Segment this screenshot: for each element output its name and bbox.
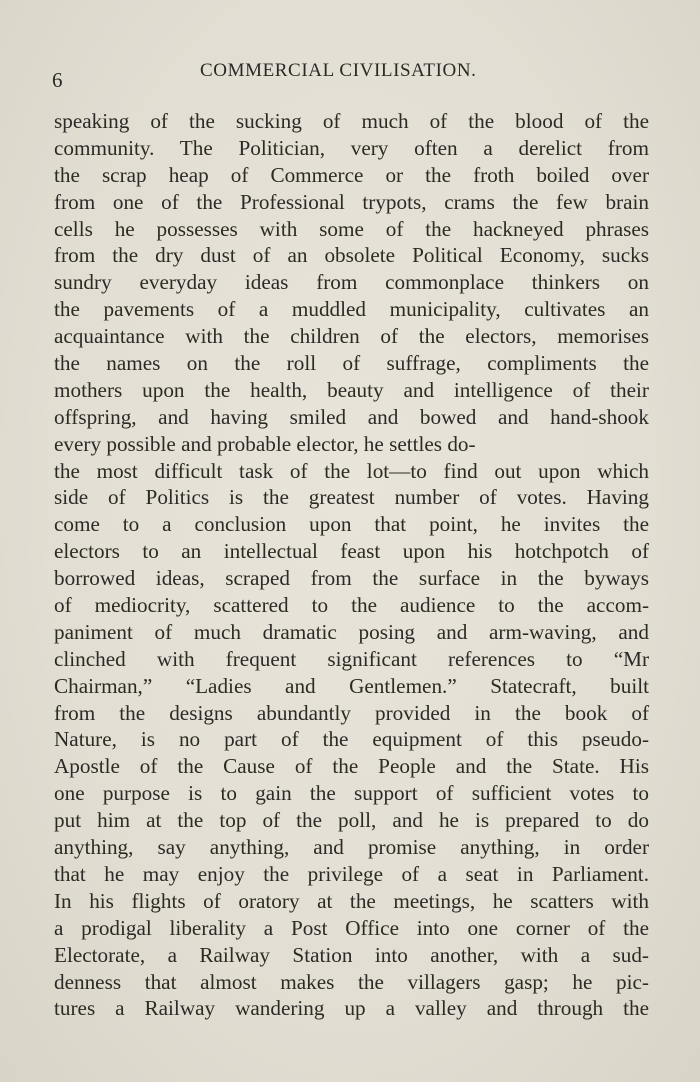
text-line: cells he possesses with some of the hackneyed phrases (54, 216, 649, 241)
text-line: mothers upon the health, beauty and intelligence of their (54, 377, 649, 402)
text-line: from one of the Professional trypots, crams the few brain (54, 189, 649, 214)
running-head (52, 58, 652, 92)
text-line: one purpose is to gain the support of sufficient votes to (54, 781, 649, 806)
text-line: that he may enjoy the privilege of a seat in Parliament. (54, 861, 649, 886)
page-number: 6 (52, 68, 63, 92)
text-line: the names on the roll of suffrage, compliments the (54, 351, 649, 376)
text-line: of mediocrity, scattered to the audience to the accom- (54, 593, 649, 618)
text-line: offspring, and having smiled and bowed and hand-shook (54, 404, 649, 429)
text-line: speaking of the sucking of much of the blood of the (54, 109, 649, 133)
text-line: denness that almost makes the villagers gasp; he pic- (54, 969, 649, 994)
text-line: Electorate, a Railway Station into another, with a sud- (54, 942, 649, 967)
text-line: sundry everyday ideas from commonplace thinkers on (54, 270, 649, 295)
text-line: tures a Railway wandering up a valley and through the (54, 996, 649, 1021)
text-line: come to a conclusion upon that point, he invites the (54, 512, 649, 537)
text-line: Nature, is no part of the equipment of this pseudo- (54, 727, 649, 752)
text-line: Apostle of the Cause of the People and the State. His (54, 754, 649, 779)
text-line: from the designs abundantly provided in the book of (54, 700, 649, 725)
text-line: Chairman,” “Ladies and Gentlemen.” Statecraft, built (54, 673, 649, 698)
text-line: borrowed ideas, scraped from the surface in the byways (54, 566, 649, 591)
text-line: the pavements of a muddled municipality, cultivates an (54, 297, 649, 322)
text-line: the most difficult task of the lot—to find out upon which (54, 458, 649, 483)
text-line: electors to an intellectual feast upon his hotchpotch of (54, 539, 649, 564)
text-line: community. The Politician, very often a derelict from (54, 135, 649, 160)
text-line: put him at the top of the poll, and he is prepared to do (54, 808, 649, 833)
text-line: In his flights of oratory at the meetings, he scatters with (54, 888, 649, 913)
text-line: acquaintance with the children of the electors, memorises (54, 324, 649, 349)
text-line: a prodigal liberality a Post Office into one corner of the (54, 915, 649, 940)
text-line: the scrap heap of Commerce or the froth boiled over (54, 162, 649, 187)
text-line: paniment of much dramatic posing and arm-waving, and (54, 619, 649, 644)
text-line: from the dry dust of an obsolete Political Economy, sucks (54, 243, 649, 268)
text-line: clinched with frequent significant references to “Mr (54, 646, 649, 671)
text-line: every possible and probable elector, he settles do‑ (54, 431, 476, 456)
text-line: side of Politics is the greatest number of votes. Having (54, 485, 649, 510)
body-text (54, 108, 649, 1022)
running-title: COMMERCIAL CIVILISATION. (200, 60, 477, 81)
text-line: anything, say anything, and promise anything, in order (54, 835, 649, 860)
